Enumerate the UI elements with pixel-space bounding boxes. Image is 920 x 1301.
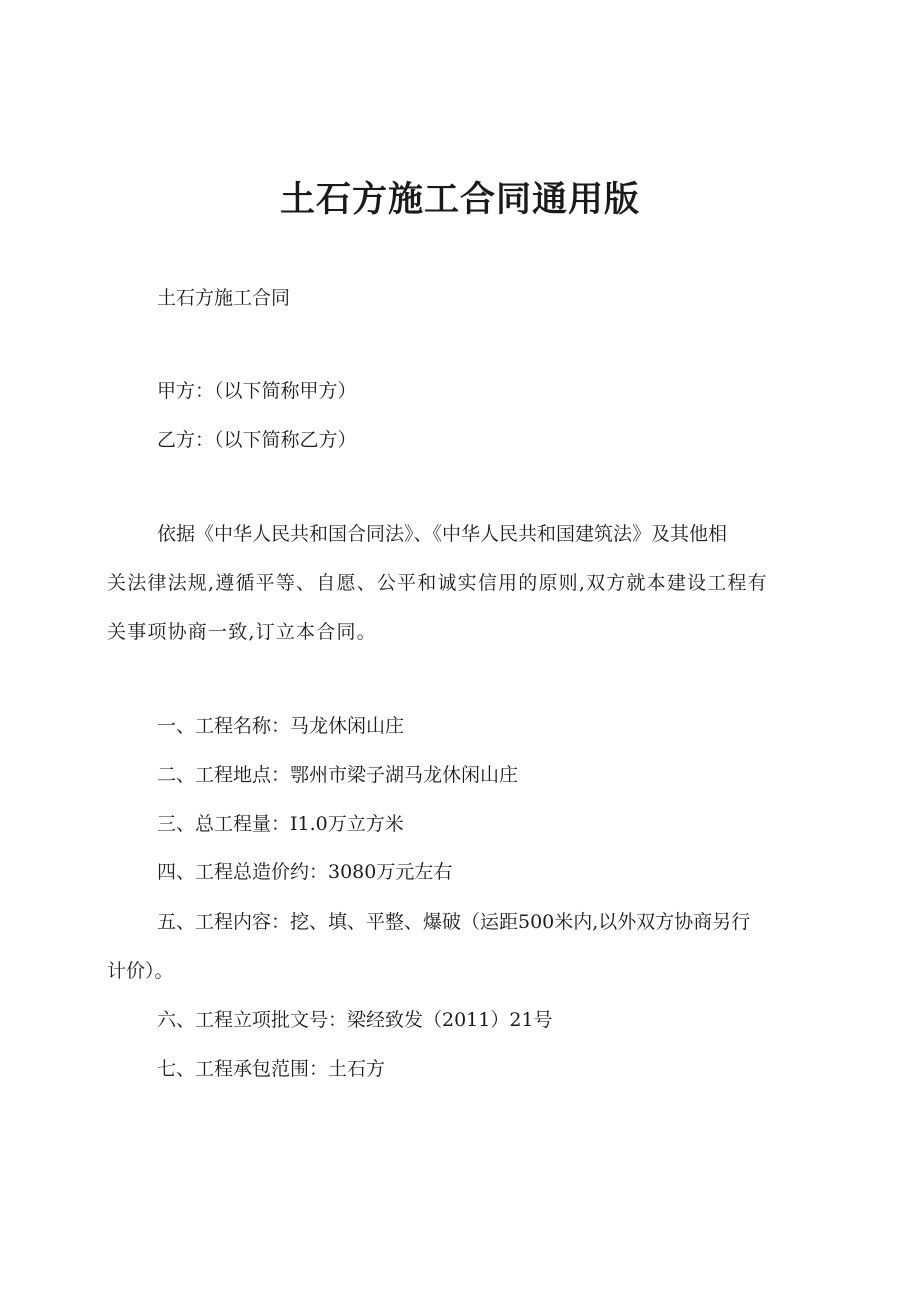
party-a-line: 甲方：（以下简称甲方） (157, 380, 357, 402)
clause-3: 三、总工程量：I1.0万立方米 (157, 813, 404, 835)
preamble-line-1: 依据《中华人民共和国合同法》、《中华人民共和国建筑法》及其他相 (157, 523, 728, 545)
clause-4: 四、工程总造价约：3080万元左右 (157, 861, 453, 883)
clause-2: 二、工程地点：鄂州市梁子湖马龙休闲山庄 (157, 764, 519, 786)
party-b-line: 乙方：（以下简称乙方） (157, 429, 357, 451)
document-title: 土石方施工合同通用版 (279, 180, 640, 220)
preamble-line-2: 关法律法规,遵循平等、自愿、公平和诚实信用的原则,双方就本建设工程有 (107, 572, 768, 594)
contract-subtitle: 土石方施工合同 (157, 287, 291, 309)
clause-6: 六、工程立项批文号：梁经致发（2011）21号 (157, 1009, 553, 1031)
preamble-line-3: 关事项协商一致,订立本合同。 (107, 621, 377, 643)
clause-7: 七、工程承包范围：土石方 (157, 1058, 386, 1080)
clause-5-line-2: 计价）。 (107, 960, 174, 982)
clause-1: 一、工程名称：马龙休闲山庄 (157, 715, 405, 737)
clause-5-line-1: 五、工程内容：挖、填、平整、爆破（运距500米内,以外双方协商另行 (157, 911, 751, 933)
